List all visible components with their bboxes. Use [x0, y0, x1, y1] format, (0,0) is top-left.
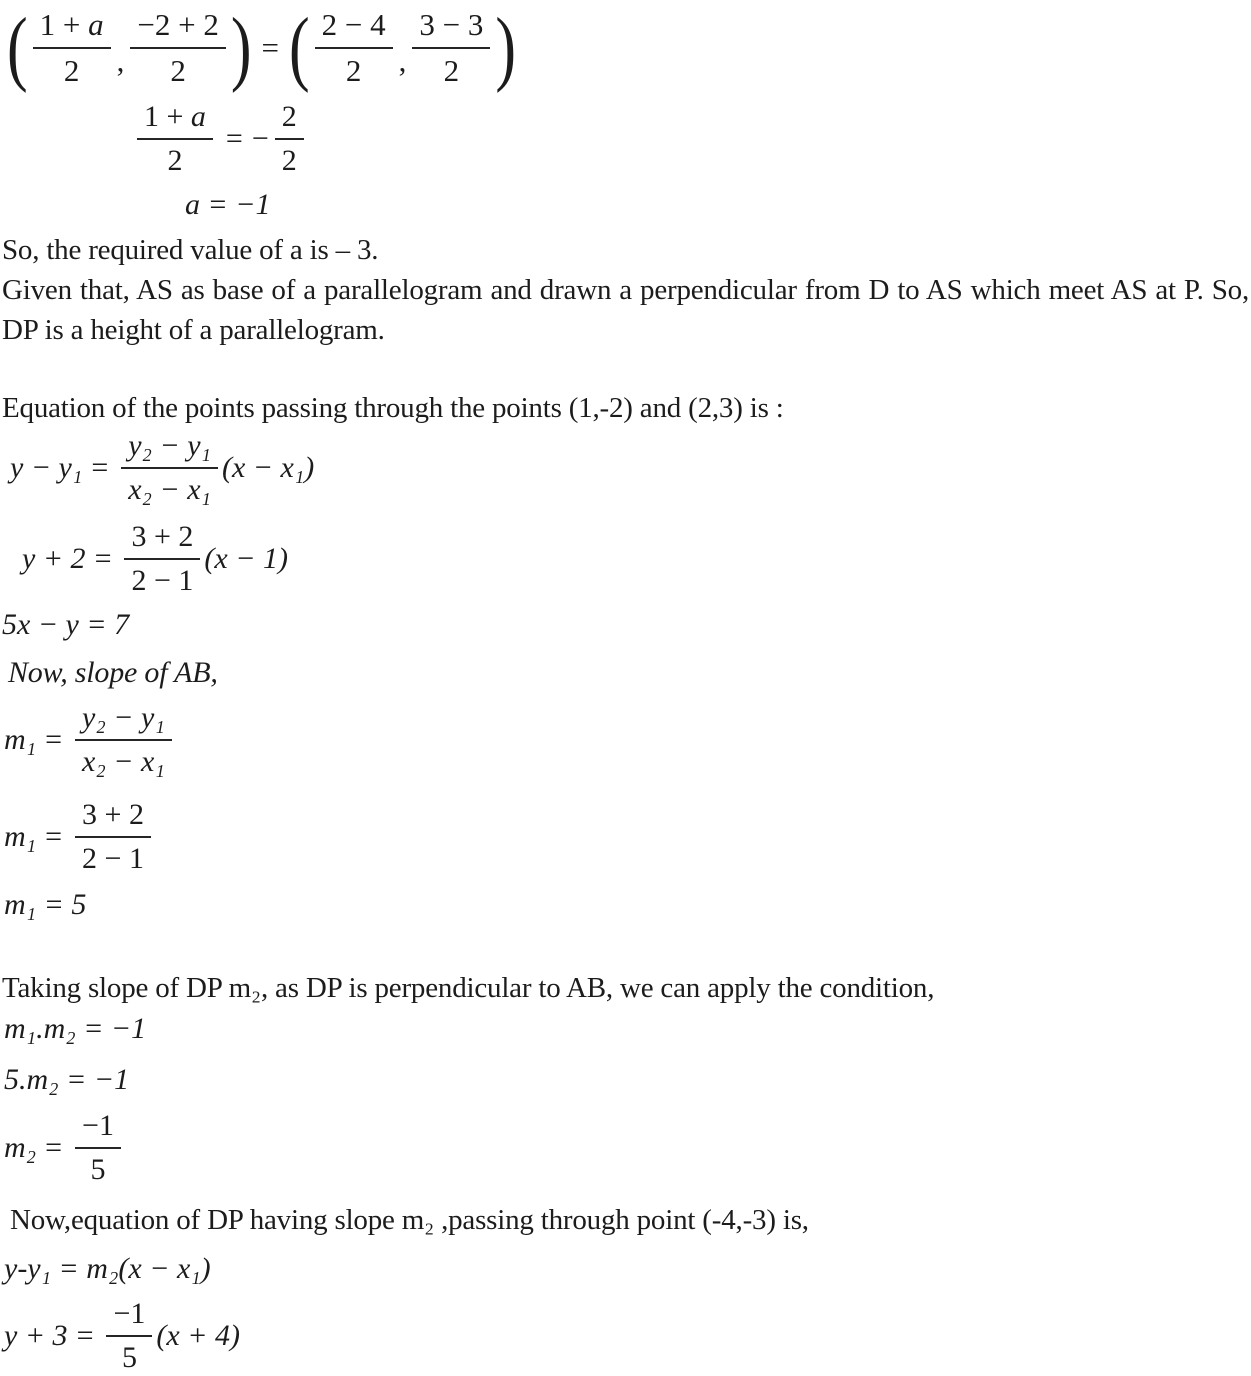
- eq-lhs: m₁: [4, 722, 37, 756]
- numerator-variable-a: a: [190, 100, 206, 133]
- para-slope-ab: Now, slope of AB,: [8, 656, 218, 689]
- fraction-1-plus-a: [33, 6, 111, 89]
- para-perpendicular-condition: Taking slope of DP m₂, as DP is perpendicular to AB, we can apply the condition,: [2, 972, 935, 1004]
- slope-fraction: [75, 1108, 121, 1187]
- equation-m1-result: [4, 888, 86, 922]
- eq-text: 5.m₂ = −1: [4, 1063, 130, 1096]
- equation-x-coordinate: [133, 99, 308, 178]
- fraction-3-minus-3: [412, 6, 490, 89]
- slope-fraction: [106, 1296, 152, 1375]
- tuple-comma: ,: [116, 42, 125, 78]
- para-equation-intro: Equation of the points passing through the points (1,-2) and (2,3) is :: [2, 392, 784, 424]
- equals-sign: =: [76, 1318, 94, 1352]
- eq-rhs: (x − 1): [204, 541, 288, 575]
- fraction-numerator: [137, 99, 213, 140]
- equals-sign: =: [225, 121, 243, 155]
- right-paren-icon: ): [230, 1, 252, 94]
- equation-line-ab: [2, 608, 129, 642]
- numerator-number: 1 +: [144, 100, 191, 133]
- eq-text: m₁.m₂ = −1: [4, 1012, 147, 1045]
- equation-m2-result: [4, 1108, 125, 1187]
- eq-lhs: y − y₁: [10, 450, 83, 484]
- para-required-value: So, the required value of a is – 3.: [2, 234, 379, 266]
- equals-sign: =: [94, 541, 112, 575]
- equation-midpoint-tuple: [6, 1, 517, 94]
- equals-sign: =: [45, 819, 63, 853]
- eq-rhs: (x + 4): [156, 1318, 240, 1352]
- fraction-numerator: −1: [106, 1296, 152, 1337]
- equals-sign: =: [45, 722, 63, 756]
- fraction-denominator: x₂ − x₁: [128, 473, 211, 506]
- fraction-denominator: 2 − 1: [131, 564, 194, 597]
- eq-text: m₁ = 5: [4, 888, 87, 921]
- eq-text: a = −1: [185, 188, 271, 221]
- eq-rhs: (x − x₁): [221, 450, 315, 484]
- slope-fraction: [124, 519, 200, 598]
- fraction-denominator: 2: [443, 53, 460, 88]
- fraction-2-minus-4: [315, 6, 393, 89]
- fraction-denominator: 2: [167, 144, 183, 177]
- slope-fraction: [75, 797, 151, 876]
- tuple-comma: ,: [398, 42, 407, 78]
- eq-lhs: m₁: [4, 819, 37, 853]
- fraction-denominator: 2: [345, 53, 362, 88]
- equation-substituted: [22, 519, 288, 598]
- equation-m1-formula: [4, 700, 176, 779]
- para-given-parallelogram: Given that, AS as base of a parallelogram and drawn a perpendicular from D to AS which meet AS at P. So, DP is a height of a parallelogram.: [2, 274, 1249, 347]
- slope-fraction: [121, 428, 218, 507]
- left-paren-icon: (: [7, 1, 28, 94]
- fraction-numerator: −2 + 2: [130, 6, 225, 49]
- slope-fraction: [75, 700, 172, 779]
- fraction-numerator: y₂ − y₁: [75, 700, 172, 741]
- fraction-denominator: 2: [170, 53, 186, 88]
- left-paren-icon: (: [289, 1, 310, 94]
- eq-lhs: y + 2: [22, 541, 86, 575]
- fraction-numerator: −1: [75, 1108, 121, 1149]
- fraction-neg2-plus-2: [130, 6, 225, 89]
- equation-m1-values: [4, 797, 155, 876]
- numerator-number: 1 +: [39, 7, 89, 42]
- equation-point-slope-formula: [10, 428, 314, 507]
- equation-a-result: [185, 188, 271, 222]
- equation-dp-final: [4, 1296, 240, 1375]
- fraction-numerator: 2: [275, 99, 304, 140]
- equals-sign: =: [91, 450, 109, 484]
- fraction-numerator: y₂ − y₁: [121, 428, 218, 469]
- fraction-numerator: 2 − 4: [315, 6, 393, 49]
- equals-sign: =: [45, 1130, 63, 1164]
- equation-dp-point-slope: [4, 1252, 211, 1286]
- fraction-denominator: 2: [281, 144, 297, 177]
- fraction-2-over-2: [275, 99, 304, 178]
- eq-text: 5x − y = 7: [2, 608, 130, 641]
- eq-lhs: y + 3: [4, 1318, 68, 1352]
- minus-sign: −: [251, 121, 269, 155]
- fraction-numerator: 3 + 2: [124, 519, 200, 560]
- numerator-variable-a: a: [88, 7, 104, 42]
- equation-slope-product: [4, 1012, 146, 1046]
- para-dp-equation: Now,equation of DP having slope m₂ ,passing through point (-4,-3) is,: [10, 1204, 809, 1236]
- fraction-denominator: 5: [121, 1341, 137, 1374]
- fraction-denominator: 5: [90, 1153, 106, 1186]
- fraction-denominator: 2: [63, 53, 80, 88]
- fraction-numerator: [33, 6, 111, 49]
- right-paren-icon: ): [495, 1, 517, 94]
- eq-lhs: m₂: [4, 1130, 37, 1164]
- fraction-1-plus-a: [137, 99, 213, 178]
- fraction-denominator: x₂ − x₁: [82, 745, 165, 778]
- equation-five-m2: [4, 1063, 129, 1097]
- fraction-numerator: 3 + 2: [75, 797, 151, 838]
- fraction-denominator: 2 − 1: [82, 842, 144, 875]
- fraction-numerator: 3 − 3: [412, 6, 490, 49]
- eq-text: y-y₁ = m₂(x − x₁): [4, 1252, 211, 1285]
- equals-sign: =: [261, 29, 279, 65]
